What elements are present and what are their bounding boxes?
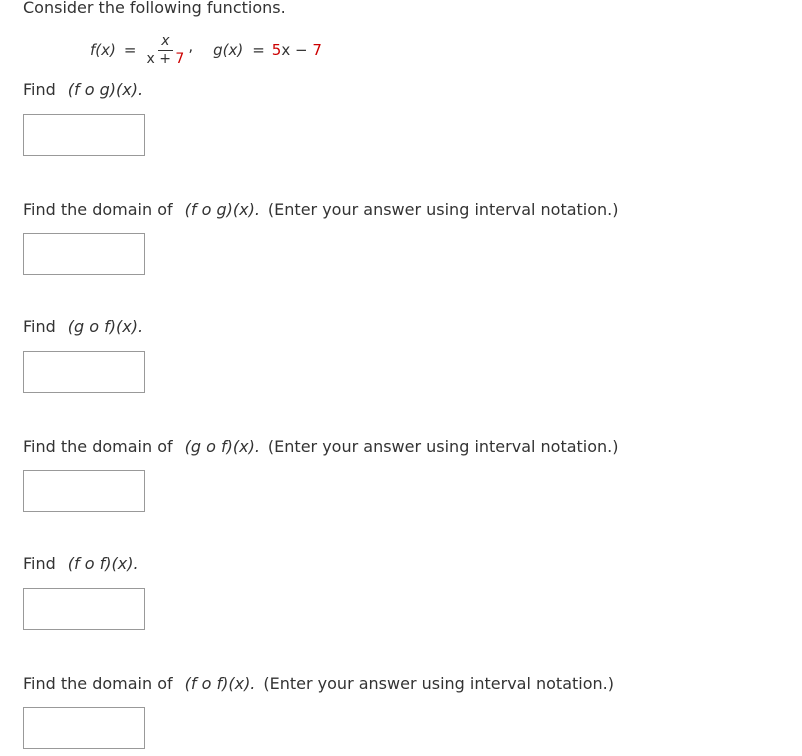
f-den-var: x xyxy=(146,50,155,67)
question-fof xyxy=(23,554,139,573)
question-domain-fog xyxy=(23,200,619,219)
g-constant: 7 xyxy=(312,41,322,59)
question-domain-fof xyxy=(23,674,614,693)
g-equals: = xyxy=(252,41,265,59)
question-fog xyxy=(23,80,143,99)
answer-input-domain-fof[interactable] xyxy=(23,707,145,749)
question-prompt: Find the domain of xyxy=(23,200,173,219)
function-definitions xyxy=(90,30,322,70)
f-numerator: x xyxy=(158,34,172,51)
g-op: − xyxy=(290,41,313,59)
f-denominator xyxy=(143,51,187,67)
g-expression xyxy=(272,41,322,59)
question-expression: (f o g)(x). xyxy=(184,200,260,219)
question-gof xyxy=(23,317,143,336)
g-variable: x xyxy=(281,41,291,59)
f-label: f(x) xyxy=(90,41,116,59)
g-coefficient: 5 xyxy=(271,41,282,59)
answer-input-fof[interactable] xyxy=(23,588,145,630)
question-prompt: Find xyxy=(23,80,56,99)
question-domain-gof xyxy=(23,437,619,456)
f-equals: = xyxy=(123,41,137,59)
answer-input-domain-gof[interactable] xyxy=(23,470,145,512)
answer-input-gof[interactable] xyxy=(23,351,145,393)
g-label: g(x) xyxy=(213,41,244,59)
problem-intro: Consider the following functions. xyxy=(23,0,286,17)
f-den-const: 7 xyxy=(175,50,185,67)
question-note: (Enter your answer using interval notation.) xyxy=(263,674,614,693)
question-expression: (g o f)(x). xyxy=(67,317,144,336)
function-separator: , xyxy=(188,37,194,55)
question-expression: (f o f)(x). xyxy=(184,674,256,693)
question-expression: (f o f)(x). xyxy=(67,554,139,573)
question-prompt: Find the domain of xyxy=(23,674,173,693)
question-note: (Enter your answer using interval notation.) xyxy=(267,437,619,456)
question-expression: (f o g)(x). xyxy=(67,80,144,99)
question-prompt: Find xyxy=(23,317,56,336)
f-fraction xyxy=(143,34,187,67)
question-prompt: Find xyxy=(23,554,56,573)
question-expression: (g o f)(x). xyxy=(184,437,260,456)
answer-input-domain-fog[interactable] xyxy=(23,233,145,275)
f-den-op: + xyxy=(154,50,176,67)
question-note: (Enter your answer using interval notation.) xyxy=(267,200,619,219)
answer-input-fog[interactable] xyxy=(23,114,145,156)
question-prompt: Find the domain of xyxy=(23,437,173,456)
